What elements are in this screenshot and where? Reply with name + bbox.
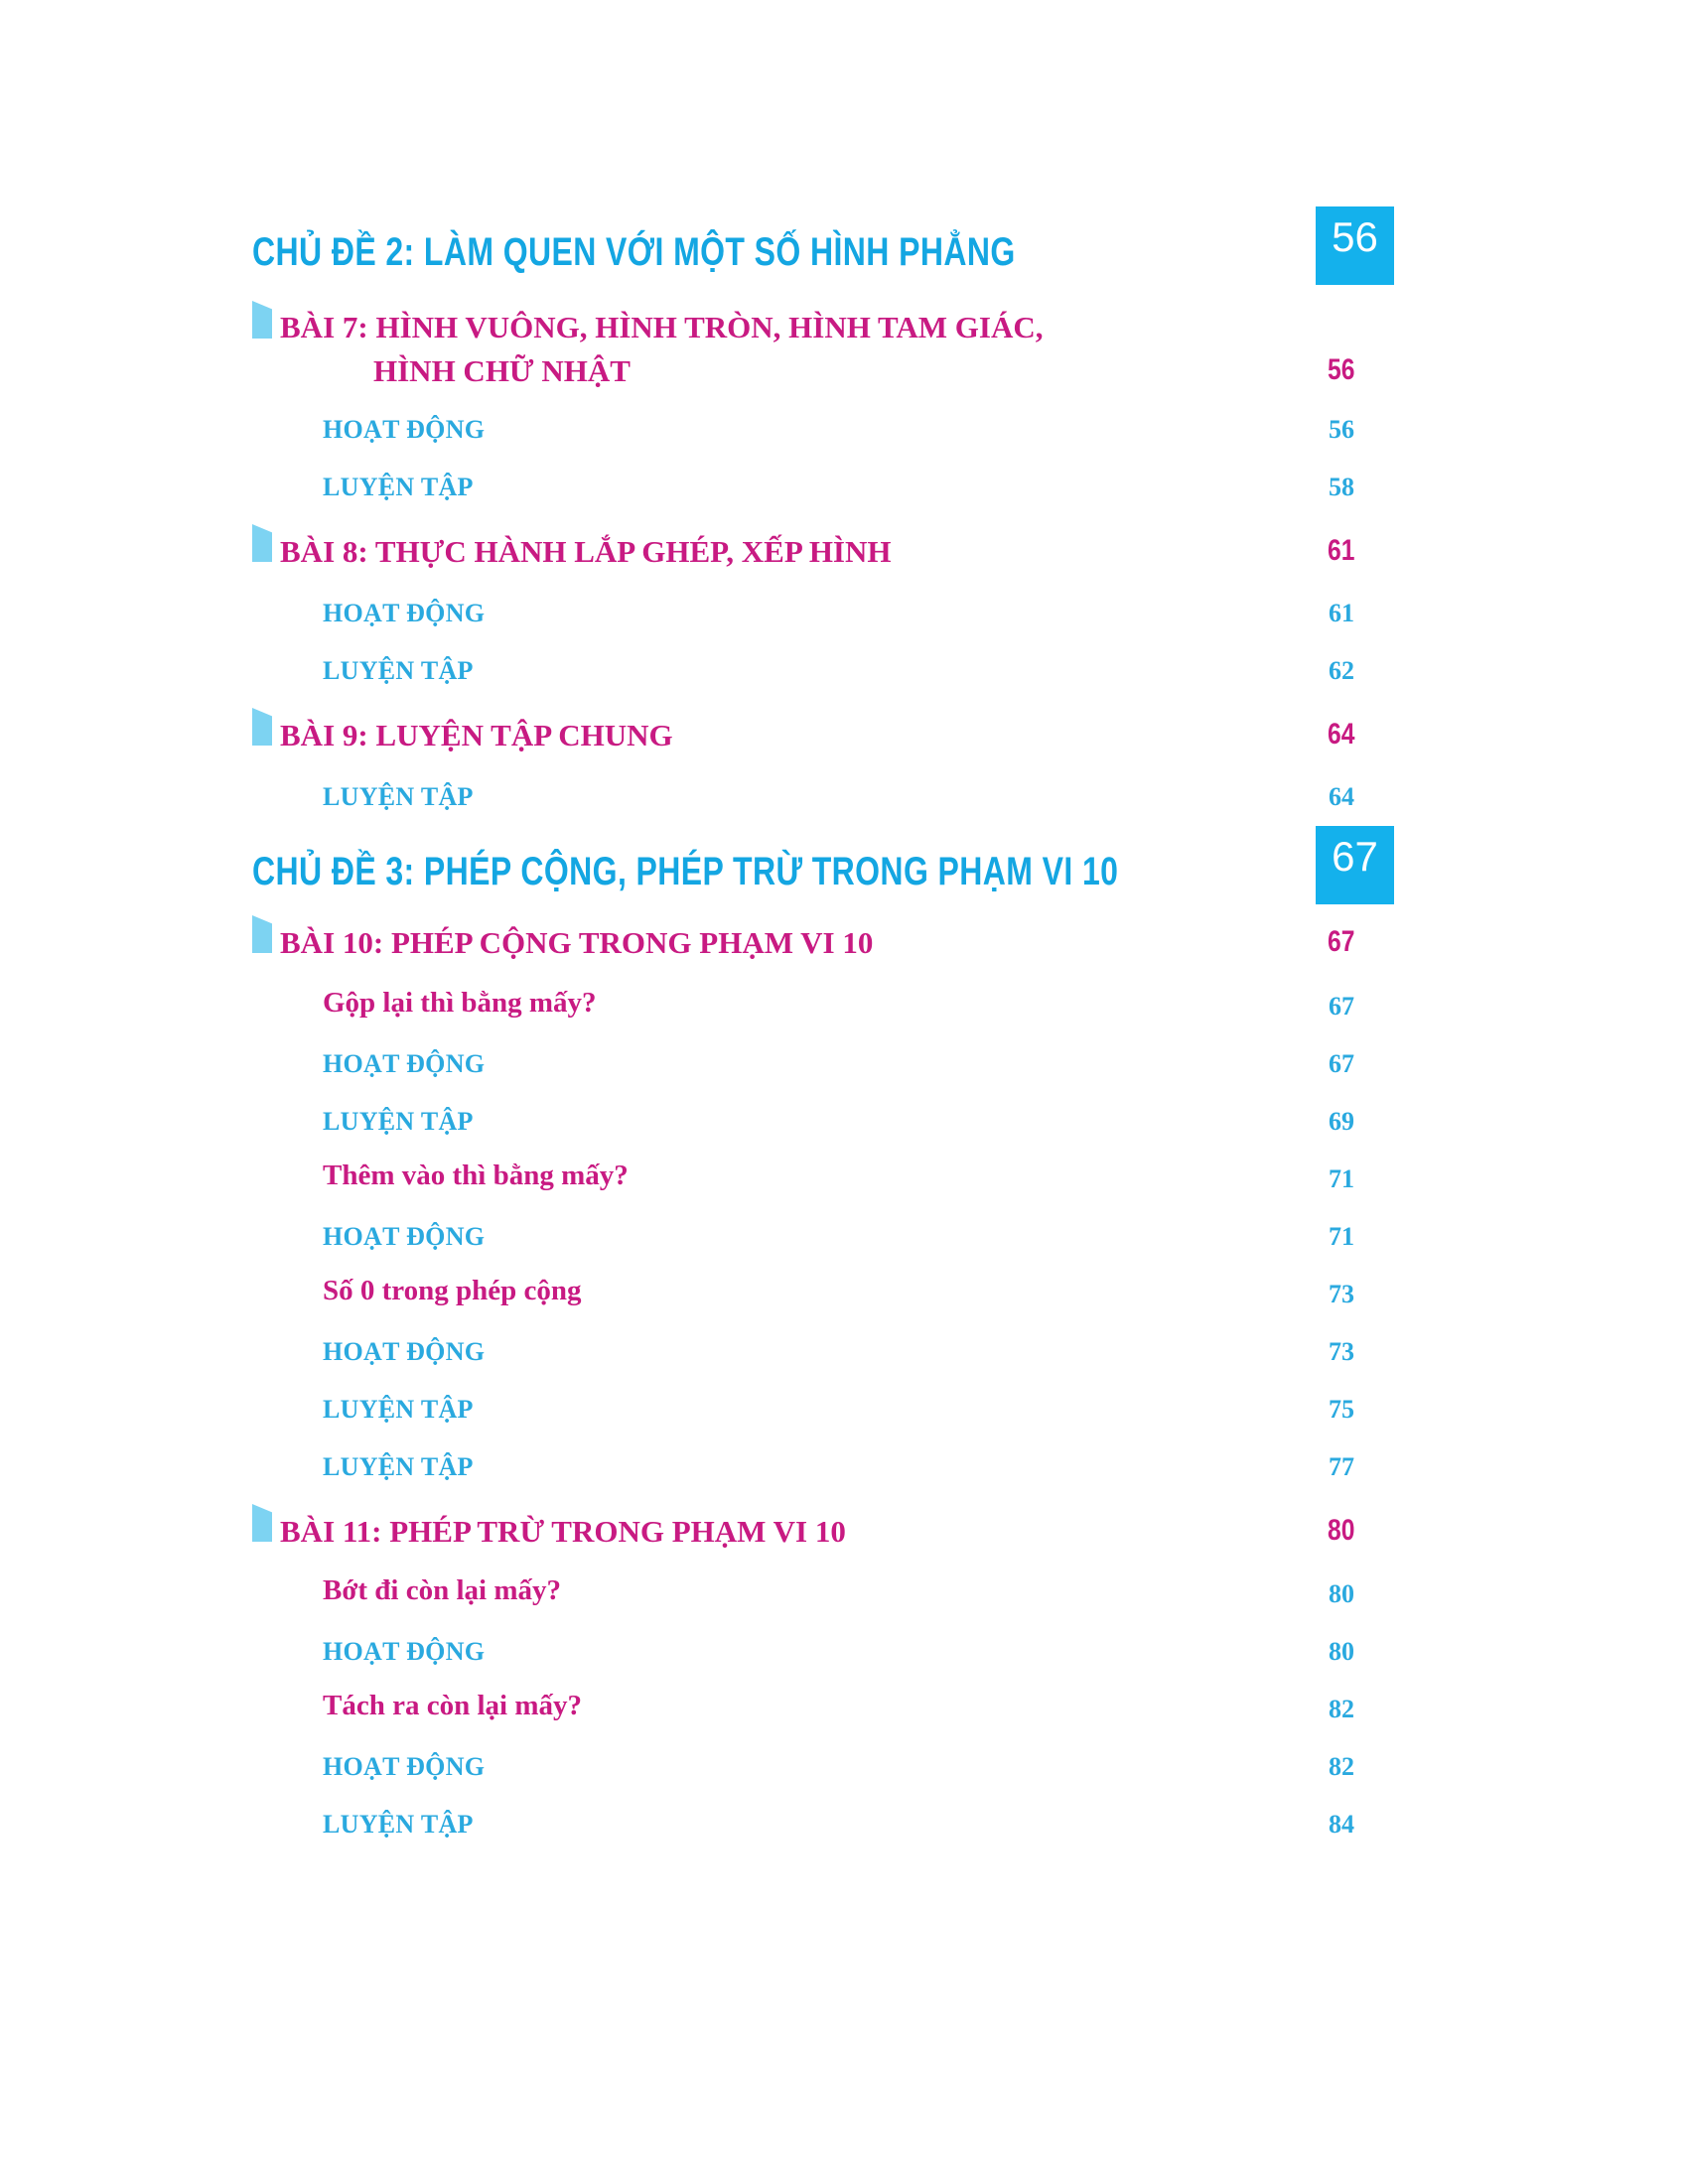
lesson-marker [252, 915, 272, 953]
toc-item-label: LUYỆN TẬP [323, 782, 474, 811]
toc-item-page: 58 [1329, 473, 1354, 501]
toc-item-page: 67 [1329, 992, 1354, 1021]
toc-item-label: LUYỆN TẬP [323, 656, 474, 685]
toc-item-label: HOẠT ĐỘNG [323, 1049, 486, 1078]
lesson-marker [252, 524, 272, 562]
lesson-page-number: 67 [1327, 925, 1354, 958]
lesson-title: BÀI 10: PHÉP CỘNG TRONG PHẠM VI 10 [280, 925, 874, 960]
toc-item-label: HOẠT ĐỘNG [323, 1637, 486, 1666]
toc-item-label: Gộp lại thì bằng mấy? [323, 987, 597, 1019]
toc-item-page: 75 [1329, 1395, 1354, 1424]
toc-item-page: 77 [1329, 1452, 1354, 1481]
lesson-title: BÀI 7: HÌNH VUÔNG, HÌNH TRÒN, HÌNH TAM GIÁC, [280, 310, 1044, 344]
toc-item-label: LUYỆN TẬP [323, 473, 474, 501]
lesson-marker [252, 1504, 272, 1542]
toc-item-label: HOẠT ĐỘNG [323, 1752, 486, 1781]
toc-item-label: Thêm vào thì bằng mấy? [323, 1160, 629, 1191]
toc-item-page: 67 [1329, 1049, 1354, 1078]
lesson-marker [252, 301, 272, 339]
toc-item-label: LUYỆN TẬP [323, 1395, 474, 1424]
toc-item-label: Bớt đi còn lại mấy? [323, 1574, 562, 1606]
chapter-page-badge[interactable] [1316, 826, 1394, 904]
lesson-page-number: 80 [1327, 1514, 1354, 1547]
toc-item-label: Số 0 trong phép cộng [323, 1275, 582, 1306]
toc-item-page: 82 [1329, 1752, 1354, 1781]
toc-item-page: 80 [1329, 1637, 1354, 1666]
toc-item-page: 73 [1329, 1280, 1354, 1308]
toc-item-label: HOẠT ĐỘNG [323, 415, 486, 444]
toc-item-label: LUYỆN TẬP [323, 1810, 474, 1839]
lesson-marker [252, 708, 272, 746]
toc-item-page: 73 [1329, 1337, 1354, 1366]
chapter-page-badge[interactable] [1316, 206, 1394, 285]
lesson-title: BÀI 8: THỰC HÀNH LẮP GHÉP, XẾP HÌNH [280, 534, 892, 569]
toc-item-label: HOẠT ĐỘNG [323, 1222, 486, 1251]
chapter-page-number: 56 [1332, 213, 1378, 260]
toc-item-label: LUYỆN TẬP [323, 1452, 474, 1481]
lesson-page-number: 64 [1327, 718, 1354, 751]
toc-item-page: 69 [1329, 1107, 1354, 1136]
toc-item-label: HOẠT ĐỘNG [323, 1337, 486, 1366]
toc-item-label: LUYỆN TẬP [323, 1107, 474, 1136]
toc-item-page: 64 [1329, 782, 1354, 811]
chapter-page-number: 67 [1332, 833, 1378, 880]
toc-item-page: 82 [1329, 1695, 1354, 1723]
lesson-page-number: 56 [1327, 353, 1354, 386]
toc-item-page: 84 [1329, 1810, 1354, 1839]
lesson-page-number: 61 [1327, 534, 1354, 567]
lesson-title: BÀI 11: PHÉP TRỪ TRONG PHẠM VI 10 [280, 1514, 846, 1549]
toc-item-page: 61 [1329, 599, 1354, 627]
lesson-title-line2: HÌNH CHỮ NHẬT [373, 353, 631, 388]
lesson-title: BÀI 9: LUYỆN TẬP CHUNG [280, 718, 673, 752]
toc-item-page: 56 [1329, 415, 1354, 444]
toc-item-page: 80 [1329, 1579, 1354, 1608]
toc-item-page: 62 [1329, 656, 1354, 685]
chapter-title: CHỦ ĐỀ 2: LÀM QUEN VỚI MỘT SỐ HÌNH PHẲNG [252, 230, 1016, 274]
toc-item-label: Tách ra còn lại mấy? [323, 1690, 582, 1721]
toc-item-page: 71 [1329, 1164, 1354, 1193]
toc-item-label: HOẠT ĐỘNG [323, 599, 486, 627]
chapter-title: CHỦ ĐỀ 3: PHÉP CỘNG, PHÉP TRỪ TRONG PHẠM VI 10 [252, 850, 1119, 893]
toc-item-page: 71 [1329, 1222, 1354, 1251]
